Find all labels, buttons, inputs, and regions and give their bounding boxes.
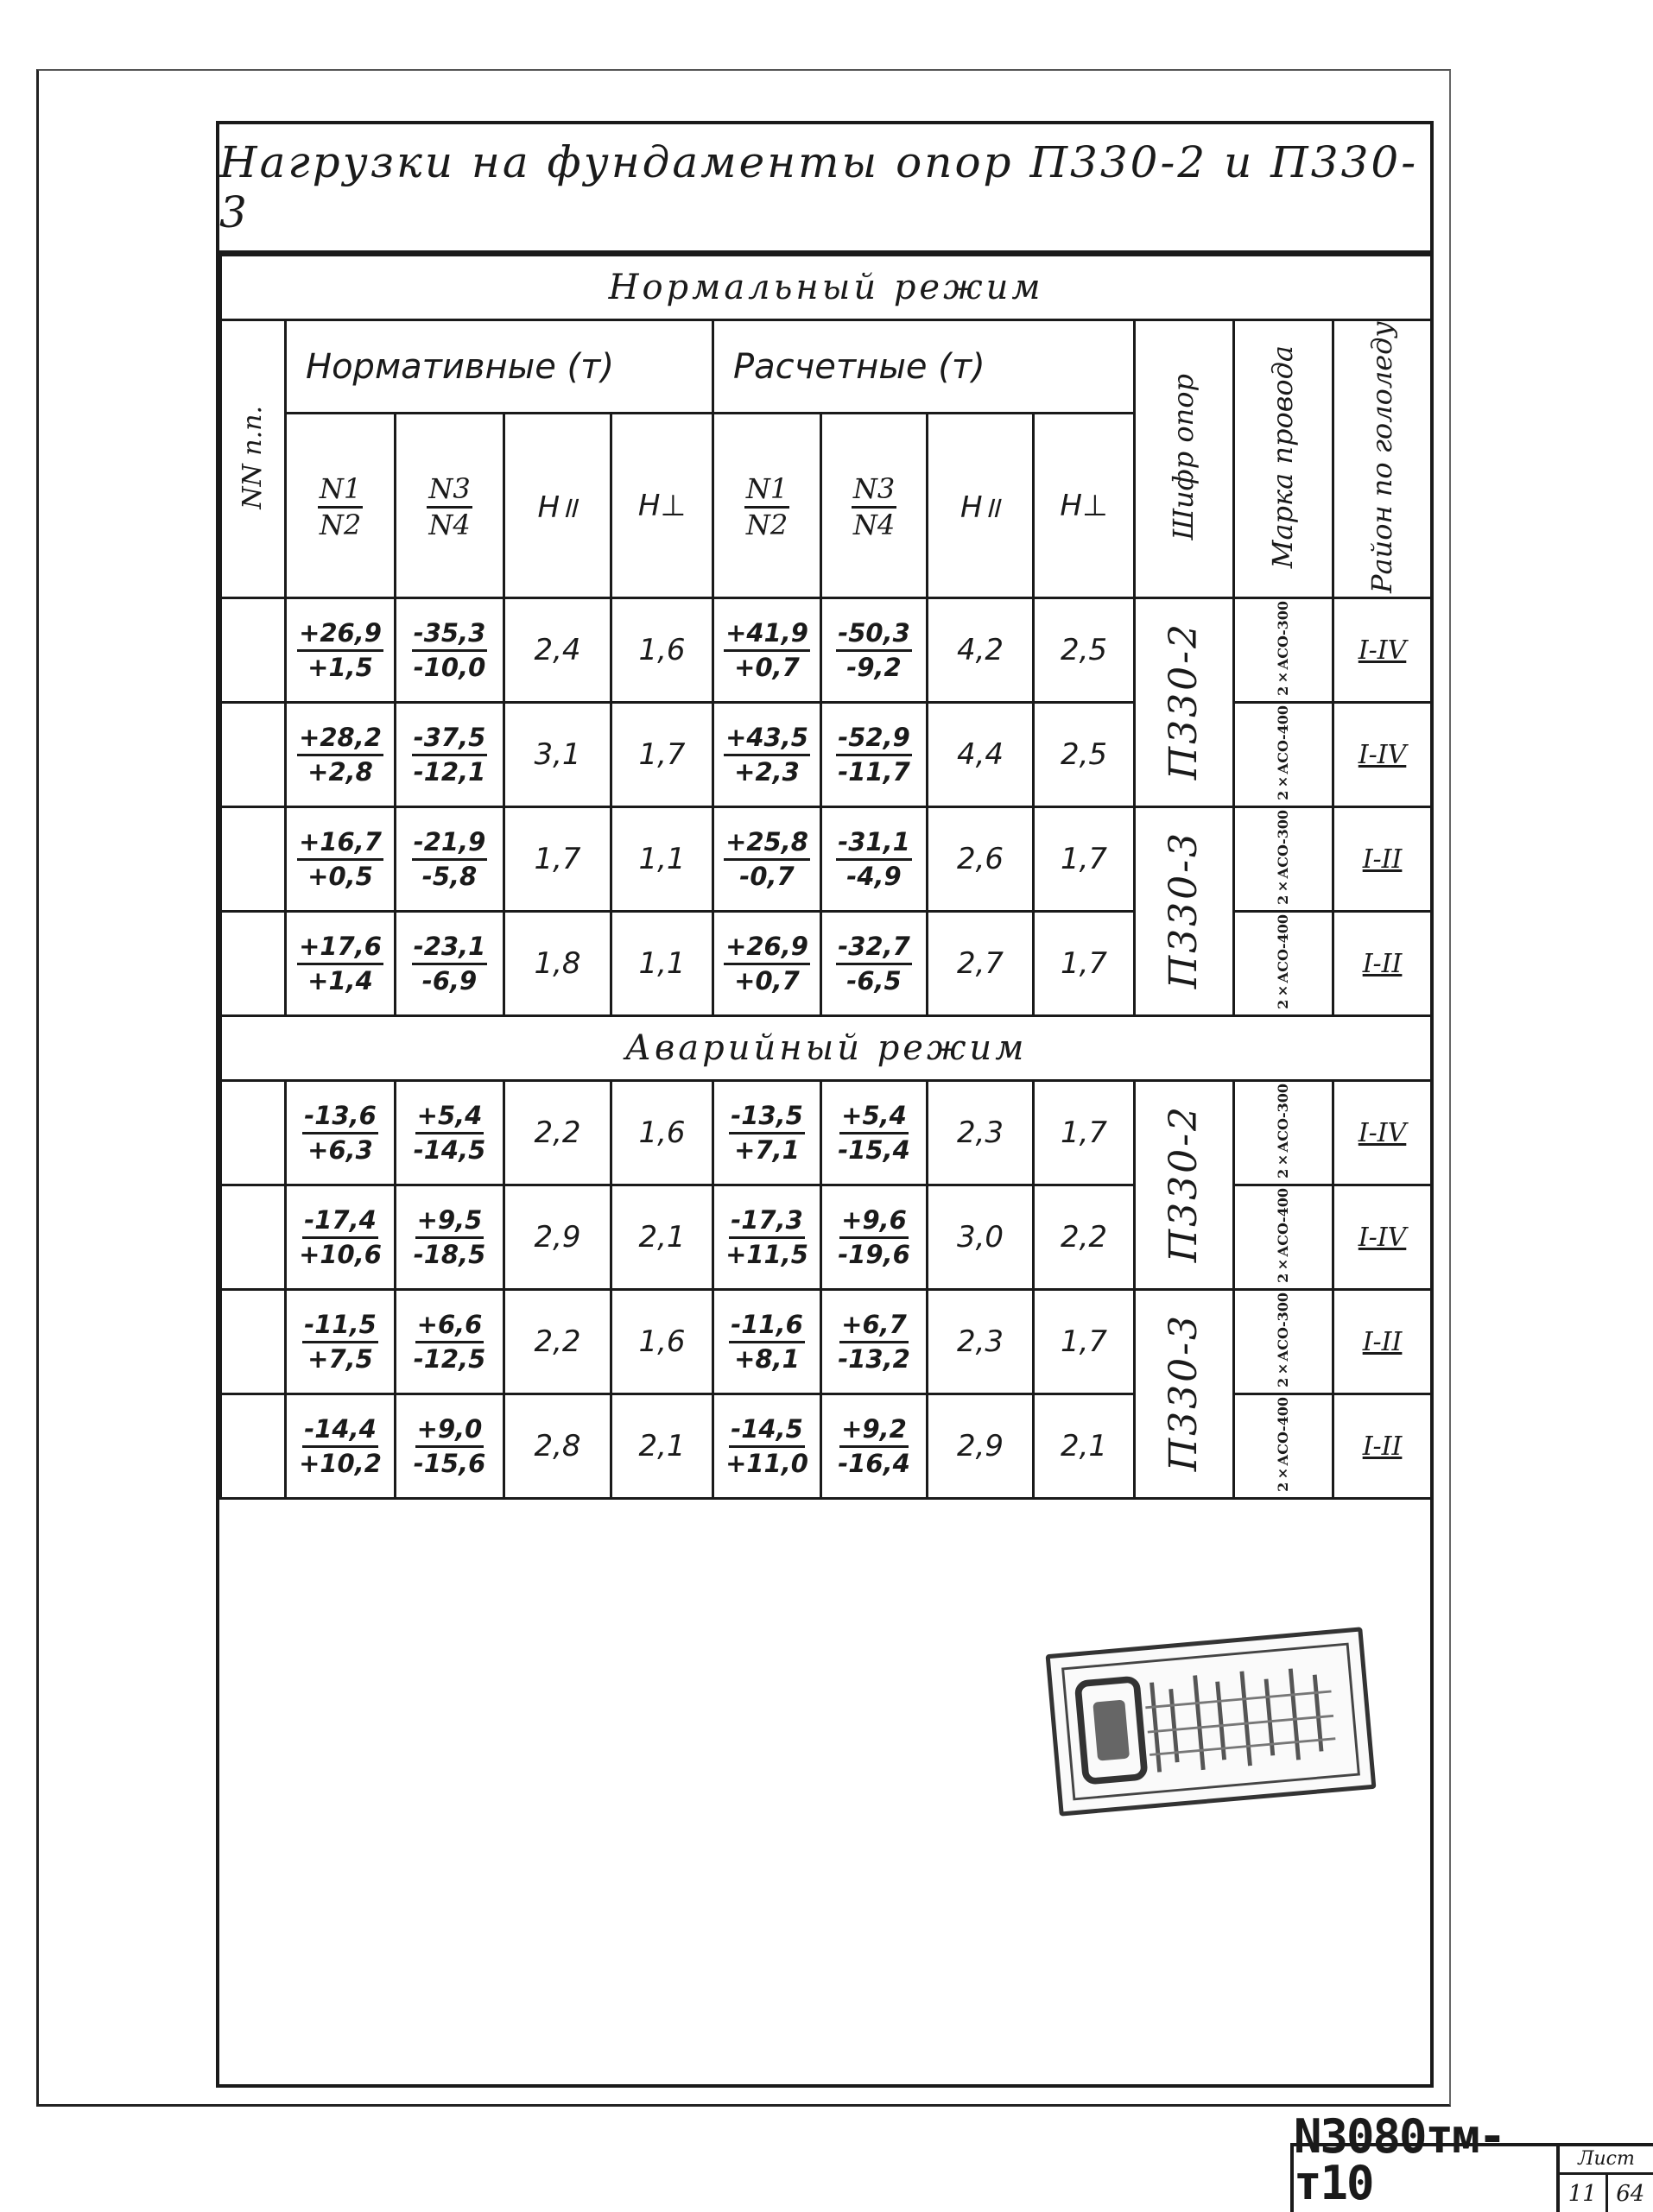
wire-brand: 2×АСО-400 (1276, 1188, 1291, 1283)
h-parallel-header: H॥ (504, 414, 611, 598)
value: -37,5 (412, 724, 488, 755)
value: +6,3 (306, 1134, 375, 1163)
value: -5,8 (421, 861, 478, 889)
n1-n2-cell (713, 1290, 821, 1394)
code-header (1135, 320, 1234, 598)
n3-n4-cell (396, 1081, 504, 1185)
value: -50,3 (836, 620, 912, 651)
section-header-normal (221, 256, 1432, 320)
wire-brand: 2×АСО-400 (1276, 914, 1291, 1009)
section-title: Аварийный режим (221, 1016, 1432, 1081)
h-perp-cell: 1,7 (1034, 807, 1135, 912)
value: +0,7 (732, 965, 801, 994)
value: +0,7 (732, 652, 801, 680)
design-header: Расчетные (т) (713, 320, 1135, 414)
value: +11,0 (724, 1448, 810, 1476)
value: -17,3 (729, 1207, 805, 1238)
value: +16,7 (297, 829, 383, 860)
sheet-total: 64 (1606, 2175, 1653, 2212)
wire-cell (1234, 1185, 1333, 1290)
h-parallel-cell: 4,4 (928, 703, 1034, 807)
support-code: П330-3 (1164, 1313, 1204, 1471)
n3-n4-cell (821, 1290, 928, 1394)
wire-cell (1234, 598, 1333, 703)
wire-cell (1234, 1081, 1333, 1185)
value: -17,4 (302, 1207, 378, 1238)
value: -4,9 (845, 861, 902, 889)
h-parallel-cell: 3,0 (928, 1185, 1034, 1290)
region-cell: I-II (1333, 1290, 1432, 1394)
n4-label: N4 (852, 509, 896, 540)
code-header-label: Шифр опор (1169, 374, 1199, 540)
n1-n2-cell (713, 1185, 821, 1290)
support-code-cell (1135, 1081, 1234, 1290)
value: +2,8 (306, 756, 375, 785)
n2-label: N2 (744, 509, 789, 540)
value: -12,5 (412, 1343, 488, 1372)
normative-header: Нормативные (т) (286, 320, 713, 414)
h-perp-cell: 1,7 (1034, 1290, 1135, 1394)
support-code: П330-2 (1164, 622, 1204, 780)
wire-brand: 2×АСО-400 (1276, 705, 1291, 800)
wire-cell (1234, 912, 1333, 1016)
value: -15,6 (412, 1448, 488, 1476)
n3-n4-cell (821, 703, 928, 807)
index-header (221, 320, 286, 598)
h-perp-cell: 1,6 (611, 598, 713, 703)
region-cell: I-IV (1333, 703, 1432, 807)
region-cell: I-IV (1333, 598, 1432, 703)
n3-n4-cell (821, 598, 928, 703)
value: -14,5 (412, 1134, 488, 1163)
h-perp-cell: 2,1 (611, 1394, 713, 1499)
index-cell (221, 703, 286, 807)
n1-label: N1 (318, 475, 363, 509)
wire-cell (1234, 807, 1333, 912)
value: -32,7 (836, 933, 912, 964)
n1-n2-cell (713, 703, 821, 807)
value: +1,5 (306, 652, 375, 680)
h-parallel-cell: 2,9 (928, 1394, 1034, 1499)
region-cell: I-II (1333, 912, 1432, 1016)
h-perp-cell: 1,7 (611, 703, 713, 807)
wire-brand: 2×АСО-300 (1276, 601, 1291, 696)
h-parallel-cell: 3,1 (504, 703, 611, 807)
n1-n2-cell (286, 1394, 396, 1499)
value: +1,4 (306, 965, 375, 994)
n3-n4-header (396, 414, 504, 598)
h-parallel-cell: 1,7 (504, 807, 611, 912)
n1-n2-cell (286, 598, 396, 703)
h-parallel-header: H॥ (928, 414, 1034, 598)
n1-n2-cell (713, 598, 821, 703)
value: -16,4 (836, 1448, 912, 1476)
h-perp-header: H⊥ (1034, 414, 1135, 598)
h-parallel-cell: 2,2 (504, 1290, 611, 1394)
n3-n4-cell (821, 912, 928, 1016)
h-parallel-cell: 2,2 (504, 1081, 611, 1185)
n3-n4-header (821, 414, 928, 598)
table-row (221, 912, 1432, 1016)
index-cell (221, 807, 286, 912)
n3-n4-cell (396, 703, 504, 807)
wire-brand: 2×АСО-300 (1276, 1084, 1291, 1179)
sheet-label: Лист (1560, 2146, 1653, 2175)
table-row (221, 703, 1432, 807)
wire-header-label: Марка провода (1269, 345, 1298, 568)
n1-n2-cell (713, 807, 821, 912)
n3-label: N3 (852, 475, 896, 509)
h-parallel-cell: 2,6 (928, 807, 1034, 912)
region-header (1333, 320, 1432, 598)
h-perp-cell: 1,7 (1034, 1081, 1135, 1185)
n1-n2-cell (286, 1185, 396, 1290)
table-row (221, 1290, 1432, 1394)
stamp-image (1046, 1627, 1377, 1816)
title-block (1290, 2143, 1653, 2212)
h-perp-cell: 2,5 (1034, 703, 1135, 807)
h-parallel-cell: 2,4 (504, 598, 611, 703)
n3-n4-cell (396, 1185, 504, 1290)
n3-n4-cell (821, 1394, 928, 1499)
section-header-emergency (221, 1016, 1432, 1081)
value: +26,9 (297, 620, 383, 651)
value: -6,5 (845, 965, 902, 994)
table-row (221, 807, 1432, 912)
index-cell (221, 1290, 286, 1394)
value: -52,9 (836, 724, 912, 755)
n3-n4-cell (396, 1394, 504, 1499)
index-cell (221, 1394, 286, 1499)
value: -23,1 (412, 933, 488, 964)
value: -19,6 (836, 1239, 912, 1267)
table-row (221, 598, 1432, 703)
value: -31,1 (836, 829, 912, 860)
wire-brand: 2×АСО-400 (1276, 1397, 1291, 1492)
n1-n2-cell (713, 1081, 821, 1185)
n1-n2-cell (713, 1394, 821, 1499)
h-perp-cell: 1,1 (611, 912, 713, 1016)
h-perp-cell: 1,6 (611, 1081, 713, 1185)
h-parallel-cell: 2,8 (504, 1394, 611, 1499)
value: +9,5 (415, 1207, 484, 1238)
n4-label: N4 (427, 509, 472, 540)
value: +28,2 (297, 724, 383, 755)
table-row (221, 1185, 1432, 1290)
wire-brand: 2×АСО-300 (1276, 810, 1291, 905)
wire-cell (1234, 1290, 1333, 1394)
region-cell: I-IV (1333, 1185, 1432, 1290)
value: -35,3 (412, 620, 488, 651)
n3-n4-cell (396, 912, 504, 1016)
value: -6,9 (421, 965, 478, 994)
n1-n2-cell (286, 807, 396, 912)
value: +41,9 (724, 620, 810, 651)
index-cell (221, 598, 286, 703)
index-cell (221, 1185, 286, 1290)
value: -11,7 (836, 756, 912, 785)
h-perp-header: H⊥ (611, 414, 713, 598)
n1-n2-header (713, 414, 821, 598)
value: +2,3 (732, 756, 801, 785)
h-parallel-cell: 1,8 (504, 912, 611, 1016)
value: +7,5 (306, 1343, 375, 1372)
value: -13,5 (729, 1103, 805, 1134)
region-header-label: Район по гололеду (1368, 321, 1397, 593)
wire-cell (1234, 1394, 1333, 1499)
value: +25,8 (724, 829, 810, 860)
value: -11,5 (302, 1311, 378, 1343)
value: +9,0 (415, 1416, 484, 1447)
n1-n2-cell (286, 1081, 396, 1185)
index-cell (221, 912, 286, 1016)
value: -9,2 (845, 652, 902, 680)
h-perp-cell: 2,1 (1034, 1394, 1135, 1499)
sheet-numbers (1560, 2175, 1653, 2212)
index-cell (221, 1081, 286, 1185)
n1-n2-header (286, 414, 396, 598)
n1-label: N1 (744, 475, 789, 509)
value: +0,5 (306, 861, 375, 889)
value: -11,6 (729, 1311, 805, 1343)
n1-n2-cell (286, 1290, 396, 1394)
sheet-box (1556, 2146, 1653, 2212)
value: +43,5 (724, 724, 810, 755)
n2-label: N2 (318, 509, 363, 540)
value: -13,2 (836, 1343, 912, 1372)
h-perp-cell: 1,7 (1034, 912, 1135, 1016)
document-title: Нагрузки на фундаменты опор П330-2 и П330-3 (219, 124, 1430, 254)
value: -14,5 (729, 1416, 805, 1447)
region-cell: I-II (1333, 1394, 1432, 1499)
wire-brand: 2×АСО-300 (1276, 1292, 1291, 1387)
value: -21,9 (412, 829, 488, 860)
value: +26,9 (724, 933, 810, 964)
value: -18,5 (412, 1239, 488, 1267)
value: +7,1 (732, 1134, 801, 1163)
n1-n2-cell (286, 703, 396, 807)
n3-n4-cell (821, 807, 928, 912)
n3-n4-cell (821, 1185, 928, 1290)
value: -10,0 (412, 652, 488, 680)
n3-n4-cell (396, 807, 504, 912)
value: +17,6 (297, 933, 383, 964)
h-perp-cell: 2,5 (1034, 598, 1135, 703)
document-number: N3080тм-т10 (1294, 2146, 1556, 2212)
value: -12,1 (412, 756, 488, 785)
value: +8,1 (732, 1343, 801, 1372)
section-title: Нормальный режим (221, 256, 1432, 320)
support-code-cell (1135, 807, 1234, 1016)
support-code-cell (1135, 1290, 1234, 1499)
support-code: П330-3 (1164, 831, 1204, 989)
h-parallel-cell: 2,3 (928, 1081, 1034, 1185)
n3-n4-cell (396, 598, 504, 703)
value: +10,2 (297, 1448, 383, 1476)
h-perp-cell: 1,6 (611, 1290, 713, 1394)
n3-n4-cell (396, 1290, 504, 1394)
table-row (221, 1394, 1432, 1499)
h-parallel-cell: 2,3 (928, 1290, 1034, 1394)
header-row-groups (221, 320, 1432, 414)
region-cell: I-II (1333, 807, 1432, 912)
n3-n4-cell (821, 1081, 928, 1185)
h-perp-cell: 1,1 (611, 807, 713, 912)
n3-label: N3 (427, 475, 472, 509)
value: -15,4 (836, 1134, 912, 1163)
value: -0,7 (738, 861, 795, 889)
value: +5,4 (839, 1103, 909, 1134)
value: -14,4 (302, 1416, 378, 1447)
wire-cell (1234, 703, 1333, 807)
value: +9,2 (839, 1416, 909, 1447)
index-header-label: NN п.п. (239, 406, 267, 509)
value: -13,6 (302, 1103, 378, 1134)
sheet-number: 11 (1560, 2175, 1606, 2212)
region-cell: I-IV (1333, 1081, 1432, 1185)
h-perp-cell: 2,2 (1034, 1185, 1135, 1290)
value: +11,5 (724, 1239, 810, 1267)
value: +6,7 (839, 1311, 909, 1343)
value: +6,6 (415, 1311, 484, 1343)
wire-header (1234, 320, 1333, 598)
n1-n2-cell (286, 912, 396, 1016)
loads-table (219, 254, 1433, 1500)
n1-n2-cell (713, 912, 821, 1016)
h-parallel-cell: 2,7 (928, 912, 1034, 1016)
support-code-cell (1135, 598, 1234, 807)
table-row (221, 1081, 1432, 1185)
value: +5,4 (415, 1103, 484, 1134)
h-parallel-cell: 4,2 (928, 598, 1034, 703)
value: +9,6 (839, 1207, 909, 1238)
h-perp-cell: 2,1 (611, 1185, 713, 1290)
value: +10,6 (297, 1239, 383, 1267)
support-code: П330-2 (1164, 1104, 1204, 1262)
stamp-graphic (1050, 1632, 1371, 1812)
h-parallel-cell: 2,9 (504, 1185, 611, 1290)
